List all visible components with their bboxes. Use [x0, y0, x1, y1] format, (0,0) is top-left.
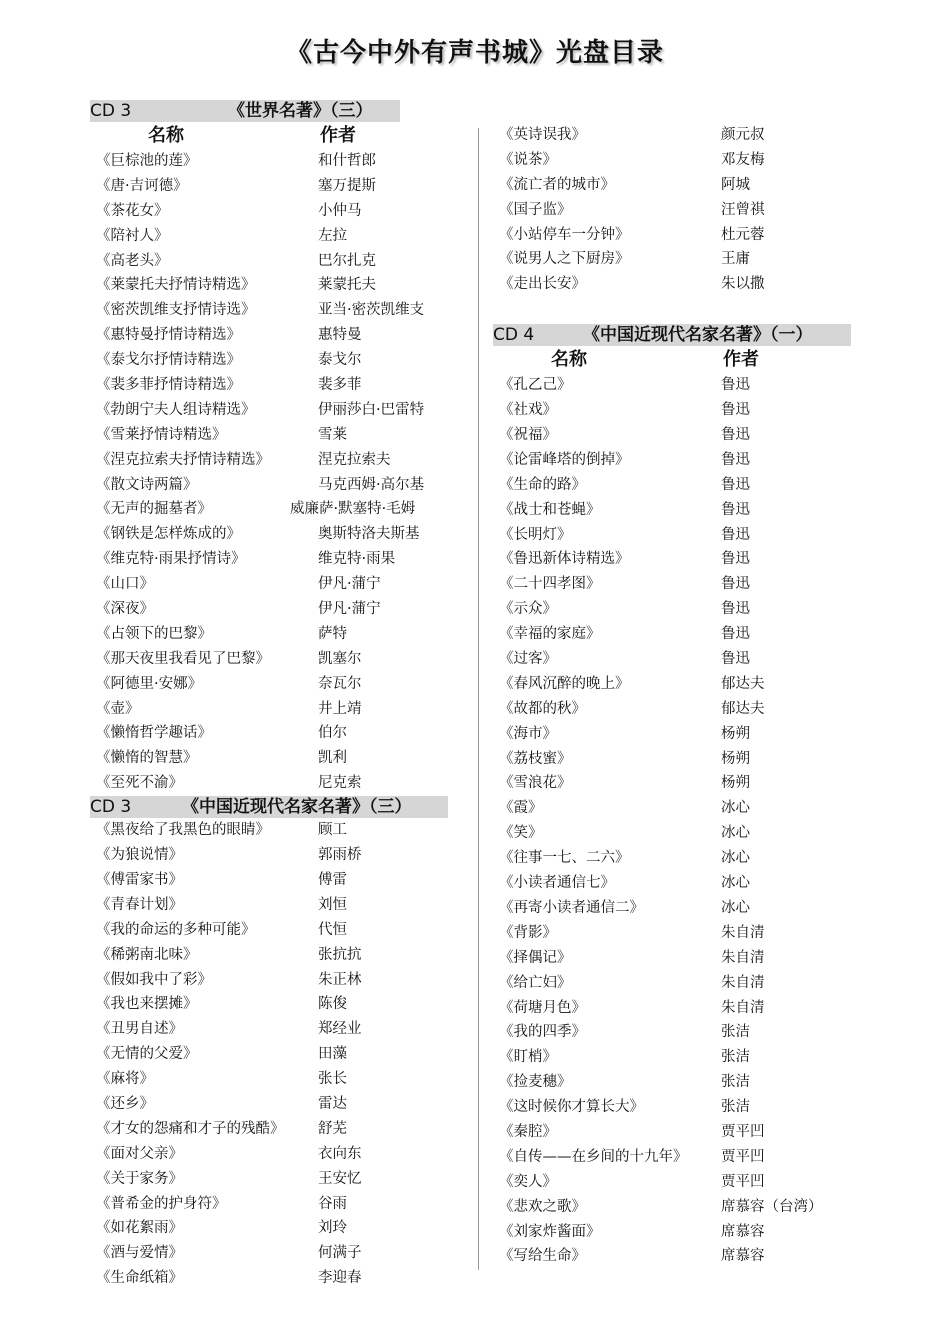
column-header [493, 346, 868, 373]
author-cell: 奥斯特洛夫斯基 [318, 526, 420, 543]
author-cell: 鲁迅 [721, 427, 750, 444]
author-cell: 傅雷 [318, 871, 347, 888]
title-cell: 《深夜》 [96, 601, 154, 618]
title-cell: 《自传——在乡间的十九年》 [499, 1148, 688, 1165]
title-cell: 《还乡》 [96, 1095, 154, 1112]
list-item [493, 1195, 868, 1220]
title-cell: 《我的四季》 [499, 1024, 586, 1041]
list-item [90, 1117, 465, 1142]
author-cell: 何满子 [318, 1245, 362, 1262]
column-header [90, 122, 465, 149]
title-cell: 《小站停车一分钟》 [499, 226, 630, 243]
title-cell: 《勃朗宁夫人组诗精选》 [96, 401, 256, 418]
list-item [493, 1220, 868, 1245]
title-cell: 《祝福》 [499, 427, 557, 444]
title-cell: 《奕人》 [499, 1173, 557, 1190]
title-cell: 《泰戈尔抒情诗精选》 [96, 352, 241, 369]
author-cell: 小仲马 [318, 202, 362, 219]
list-item [493, 1120, 868, 1145]
title-cell: 《故都的秋》 [499, 700, 586, 717]
list-item [90, 249, 465, 274]
title-cell: 《至死不渝》 [96, 775, 183, 792]
title-cell: 《说茶》 [499, 151, 557, 168]
author-cell: 刘玲 [318, 1220, 347, 1237]
title-cell: 《雪莱抒情诗精选》 [96, 426, 227, 443]
title-cell: 《面对父亲》 [96, 1145, 183, 1162]
author-cell: 张洁 [721, 1024, 750, 1041]
author-cell: 井上靖 [318, 700, 362, 717]
title-cell: 《捡麦穗》 [499, 1074, 572, 1091]
title-cell: 《无声的掘墓者》 [96, 501, 212, 518]
list-item [493, 846, 868, 871]
author-cell: 席慕容（台湾） [721, 1198, 823, 1215]
list-item [493, 597, 868, 622]
list-item [90, 149, 465, 174]
list-item [493, 448, 868, 473]
list-item [493, 722, 868, 747]
title-cell: 《懒惰哲学趣话》 [96, 725, 212, 742]
list-item [493, 796, 868, 821]
author-cell: 冰心 [721, 899, 750, 916]
title-cell: 《关于家务》 [96, 1170, 183, 1187]
title-cell: 《荔枝蜜》 [499, 750, 572, 767]
list-item [90, 893, 465, 918]
list-item [493, 896, 868, 921]
list-item [90, 423, 465, 448]
list-item [90, 348, 465, 373]
list-item [90, 746, 465, 771]
cd-label: CD 3 [90, 101, 132, 121]
page-title: 《古今中外有声书城》光盘目录 [285, 38, 664, 68]
title-cell: 《假如我中了彩》 [96, 971, 212, 988]
section-heading [90, 796, 448, 818]
title-cell: 《酒与爱情》 [96, 1245, 183, 1262]
list-item [493, 1045, 868, 1070]
author-cell: 巴尔扎克 [318, 252, 376, 269]
list-item [90, 1092, 465, 1117]
author-cell: 王庸 [721, 251, 750, 268]
author-cell: 鲁迅 [721, 476, 750, 493]
author-cell: 鲁迅 [721, 626, 750, 643]
series-title: 《世界名著》（三） [228, 101, 373, 121]
title-cell: 《生命的路》 [499, 476, 586, 493]
author-cell: 朱以撒 [721, 276, 765, 293]
list-item [90, 992, 465, 1017]
list-item [90, 1167, 465, 1192]
list-item [493, 1095, 868, 1120]
title-cell: 《懒惰的智慧》 [96, 750, 198, 767]
author-cell: 郁达夫 [721, 675, 765, 692]
title-cell: 《散文诗两篇》 [96, 476, 198, 493]
list-item [90, 547, 465, 572]
author-cell: 刘恒 [318, 896, 347, 913]
list-item [90, 323, 465, 348]
title-cell: 《国子监》 [499, 201, 572, 218]
author-cell: 贾平凹 [721, 1173, 765, 1190]
list-item [493, 697, 868, 722]
author-cell: 威廉萨·默塞特·毛姆 [290, 501, 416, 518]
title-cell: 《流亡者的城市》 [499, 176, 615, 193]
author-cell: 冰心 [721, 800, 750, 817]
author-cell: 尼克索 [318, 775, 362, 792]
title-cell: 《茶花女》 [96, 202, 169, 219]
author-cell: 郭雨桥 [318, 847, 362, 864]
title-cell: 《春风沉醉的晚上》 [499, 675, 630, 692]
title-cell: 《山口》 [96, 576, 154, 593]
title-cell: 《稀粥南北味》 [96, 946, 198, 963]
author-cell: 马克西姆·高尔基 [318, 476, 425, 493]
author-cell: 冰心 [721, 850, 750, 867]
author-cell: 凯塞尔 [318, 650, 362, 667]
list-item [90, 597, 465, 622]
title-cell: 《无情的父爱》 [96, 1046, 198, 1063]
author-cell: 冰心 [721, 875, 750, 892]
list-item [493, 572, 868, 597]
list-item [90, 273, 465, 298]
author-cell: 惠特曼 [318, 327, 362, 344]
title-cell: 《如花絮雨》 [96, 1220, 183, 1237]
list-item [90, 843, 465, 868]
catalog-section [90, 100, 465, 796]
list-item [493, 672, 868, 697]
author-cell: 雪莱 [318, 426, 347, 443]
list-item [493, 871, 868, 896]
title-cell: 《霞》 [499, 800, 543, 817]
author-cell: 席慕容 [721, 1248, 765, 1265]
title-cell: 《社戏》 [499, 402, 557, 419]
title-cell: 《青春计划》 [96, 896, 183, 913]
author-cell: 代恒 [318, 921, 347, 938]
column-divider [478, 128, 479, 1270]
title-cell: 《巨棕池的莲》 [96, 153, 198, 169]
column-header-author: 作者 [723, 349, 759, 371]
list-item [90, 622, 465, 647]
list-item [493, 498, 868, 523]
list-item [90, 572, 465, 597]
list-item [493, 946, 868, 971]
title-cell: 《我也来摆摊》 [96, 996, 198, 1013]
list-item [493, 921, 868, 946]
list-item [90, 448, 465, 473]
title-cell: 《幸福的家庭》 [499, 626, 601, 643]
list-item [493, 398, 868, 423]
author-cell: 朱自清 [721, 999, 765, 1016]
title-cell: 《占领下的巴黎》 [96, 625, 212, 642]
author-cell: 贾平凹 [721, 1123, 765, 1140]
author-cell: 贾平凹 [721, 1148, 765, 1165]
title-cell: 《雪浪花》 [499, 775, 572, 792]
list-item [90, 224, 465, 249]
author-cell: 朱自清 [721, 974, 765, 991]
list-item [90, 672, 465, 697]
title-cell: 《这时候你才算长大》 [499, 1099, 644, 1116]
list-item [90, 1266, 465, 1291]
title-cell: 《麻将》 [96, 1071, 154, 1088]
list-item [493, 1145, 868, 1170]
cd-label: CD 3 [90, 797, 132, 818]
author-cell: 汪曾祺 [721, 201, 765, 218]
list-item [90, 1017, 465, 1042]
author-cell: 杨朔 [721, 725, 750, 742]
title-cell: 《过客》 [499, 651, 557, 668]
list-item [90, 1067, 465, 1092]
author-cell: 朱正林 [318, 971, 362, 988]
author-cell: 阿城 [721, 176, 750, 193]
list-item [493, 1170, 868, 1195]
title-cell: 《唐·吉诃德》 [96, 177, 188, 194]
title-cell: 《悲欢之歌》 [499, 1198, 586, 1215]
title-cell: 《刘家炸酱面》 [499, 1223, 601, 1240]
list-item [493, 771, 868, 796]
cd-label: CD 4 [493, 325, 535, 346]
list-item [90, 174, 465, 199]
list-item [493, 547, 868, 572]
title-cell: 《傅雷家书》 [96, 871, 183, 888]
title-cell: 《普希金的护身符》 [96, 1195, 227, 1212]
list-item [493, 821, 868, 846]
author-cell: 泰戈尔 [318, 352, 362, 369]
continued-list [493, 123, 868, 297]
title-cell: 《论雷峰塔的倒掉》 [499, 451, 630, 468]
column-header-name: 名称 [148, 125, 184, 146]
title-cell: 《密茨凯维支抒情诗选》 [96, 302, 256, 319]
author-cell: 裴多菲 [318, 377, 362, 394]
list-item [493, 247, 868, 272]
author-cell: 朱自清 [721, 924, 765, 941]
author-cell: 伊凡·蒲宁 [318, 601, 381, 618]
list-item [493, 747, 868, 772]
list-item [90, 398, 465, 423]
list-item [493, 971, 868, 996]
list-item [493, 373, 868, 398]
list-item [90, 1042, 465, 1067]
title-cell: 《笑》 [499, 825, 543, 842]
title-cell: 《背影》 [499, 924, 557, 941]
title-cell: 《说男人之下厨房》 [499, 251, 630, 268]
list-item [493, 473, 868, 498]
list-item [90, 697, 465, 722]
list-item [493, 622, 868, 647]
author-cell: 李迎春 [318, 1270, 362, 1287]
title-cell: 《高老头》 [96, 252, 169, 269]
list-item [90, 298, 465, 323]
list-item [90, 1142, 465, 1167]
author-cell: 鲁迅 [721, 451, 750, 468]
title-cell: 《黑夜给了我黑色的眼睛》 [96, 822, 270, 839]
author-cell: 鲁迅 [721, 501, 750, 518]
list-item [493, 523, 868, 548]
list-item [493, 123, 868, 148]
author-cell: 颜元叔 [721, 127, 765, 143]
title-cell: 《壶》 [96, 700, 140, 717]
list-item [90, 868, 465, 893]
title-cell: 《莱蒙托夫抒情诗精选》 [96, 277, 256, 294]
list-item [90, 918, 465, 943]
list-item [90, 473, 465, 498]
author-cell: 张洁 [721, 1074, 750, 1091]
author-cell: 邓友梅 [721, 151, 765, 168]
title-cell: 《盯梢》 [499, 1049, 557, 1066]
author-cell: 鲁迅 [721, 551, 750, 568]
list-item [90, 1216, 465, 1241]
author-cell: 顾工 [318, 822, 347, 839]
list-item [493, 647, 868, 672]
list-item [90, 943, 465, 968]
author-cell: 冰心 [721, 825, 750, 842]
list-item [493, 173, 868, 198]
author-cell: 和什哲郎 [318, 153, 376, 169]
author-cell: 亚当·密茨凯维支 [318, 302, 425, 319]
list-item [90, 647, 465, 672]
list-item [90, 818, 465, 843]
list-item [90, 1192, 465, 1217]
author-cell: 杨朔 [721, 775, 750, 792]
title-cell: 《那天夜里我看见了巴黎》 [96, 650, 270, 667]
author-cell: 张洁 [721, 1049, 750, 1066]
title-cell: 《战士和苍蝇》 [499, 501, 601, 518]
title-cell: 《惠特曼抒情诗精选》 [96, 327, 241, 344]
author-cell: 鲁迅 [721, 377, 750, 394]
title-cell: 《生命纸箱》 [96, 1270, 183, 1287]
title-cell: 《往事一七、二六》 [499, 850, 630, 867]
title-cell: 《我的命运的多种可能》 [96, 921, 256, 938]
title-cell: 《择偶记》 [499, 949, 572, 966]
list-item [90, 771, 465, 796]
series-title: 《中国近现代名家名著》（一） [583, 325, 813, 346]
author-cell: 鲁迅 [721, 601, 750, 618]
list-item [493, 223, 868, 248]
list-item [493, 423, 868, 448]
list-item [493, 1020, 868, 1045]
author-cell: 郑经业 [318, 1021, 362, 1038]
author-cell: 伯尔 [318, 725, 347, 742]
series-title: 《中国近现代名家名著》（三） [182, 797, 412, 818]
title-cell: 《鲁迅新体诗精选》 [499, 551, 630, 568]
title-cell: 《走出长安》 [499, 276, 586, 293]
section-heading [90, 100, 400, 122]
title-cell: 《陪衬人》 [96, 227, 169, 244]
title-cell: 《二十四孝图》 [499, 576, 601, 593]
title-cell: 《荷塘月色》 [499, 999, 586, 1016]
author-cell: 奈瓦尔 [318, 675, 362, 692]
author-cell: 杜元蓉 [721, 226, 765, 243]
title-cell: 《裴多菲抒情诗精选》 [96, 377, 241, 394]
list-item [90, 1241, 465, 1266]
title-cell: 《才女的怨痛和才子的残酷》 [96, 1120, 285, 1137]
author-cell: 伊丽莎白·巴雷特 [318, 401, 425, 418]
author-cell: 田藻 [318, 1046, 347, 1063]
list-item [493, 1070, 868, 1095]
author-cell: 衣向东 [318, 1145, 362, 1162]
author-cell: 涅克拉索夫 [318, 451, 391, 468]
title-cell: 《给亡妇》 [499, 974, 572, 991]
author-cell: 陈俊 [318, 996, 347, 1013]
section-heading [493, 324, 851, 346]
title-cell: 《孔乙己》 [499, 377, 572, 394]
author-cell: 鲁迅 [721, 402, 750, 419]
author-cell: 谷雨 [318, 1195, 347, 1212]
title-cell: 《秦腔》 [499, 1123, 557, 1140]
list-item [493, 1244, 868, 1269]
column-header-name: 名称 [551, 349, 587, 371]
author-cell: 王安忆 [318, 1170, 362, 1187]
author-cell: 维克特·雨果 [318, 551, 396, 568]
author-cell: 朱自清 [721, 949, 765, 966]
list-item [90, 497, 465, 522]
author-cell: 郁达夫 [721, 700, 765, 717]
title-cell: 《为狼说情》 [96, 847, 183, 864]
left-column [90, 100, 465, 1291]
column-header-author: 作者 [320, 125, 356, 146]
list-item [493, 996, 868, 1021]
author-cell: 莱蒙托夫 [318, 277, 376, 294]
title-cell: 《小读者通信七》 [499, 875, 615, 892]
author-cell: 凯利 [318, 750, 347, 767]
list-item [90, 968, 465, 993]
title-cell: 《英诗误我》 [499, 127, 586, 143]
author-cell: 雷达 [318, 1095, 347, 1112]
author-cell: 张长 [318, 1071, 347, 1088]
author-cell: 舒芜 [318, 1120, 347, 1137]
author-cell: 塞万提斯 [318, 177, 376, 194]
catalog-section [493, 324, 868, 1269]
catalog-section [90, 796, 465, 1291]
title-cell: 《涅克拉索夫抒情诗精选》 [96, 451, 270, 468]
list-item [90, 721, 465, 746]
right-column [493, 123, 868, 1269]
author-cell: 伊凡·蒲宁 [318, 576, 381, 593]
author-cell: 席慕容 [721, 1223, 765, 1240]
list-item [493, 148, 868, 173]
title-cell: 《长明灯》 [499, 526, 572, 543]
list-item [90, 373, 465, 398]
author-cell: 鲁迅 [721, 576, 750, 593]
author-cell: 张洁 [721, 1099, 750, 1116]
title-cell: 《阿德里·安娜》 [96, 675, 203, 692]
author-cell: 萨特 [318, 625, 347, 642]
list-item [90, 199, 465, 224]
title-cell: 《再寄小读者通信二》 [499, 899, 644, 916]
list-item [493, 198, 868, 223]
title-cell: 《钢铁是怎样炼成的》 [96, 526, 241, 543]
author-cell: 鲁迅 [721, 526, 750, 543]
author-cell: 杨朔 [721, 750, 750, 767]
title-cell: 《海市》 [499, 725, 557, 742]
author-cell: 鲁迅 [721, 651, 750, 668]
section-gap [493, 297, 868, 324]
list-item [493, 272, 868, 297]
title-cell: 《丑男自述》 [96, 1021, 183, 1038]
author-cell: 左拉 [318, 227, 347, 244]
title-cell: 《示众》 [499, 601, 557, 618]
title-cell: 《写给生命》 [499, 1248, 586, 1265]
list-item [90, 522, 465, 547]
author-cell: 张抗抗 [318, 946, 362, 963]
title-cell: 《维克特·雨果抒情诗》 [96, 551, 246, 568]
